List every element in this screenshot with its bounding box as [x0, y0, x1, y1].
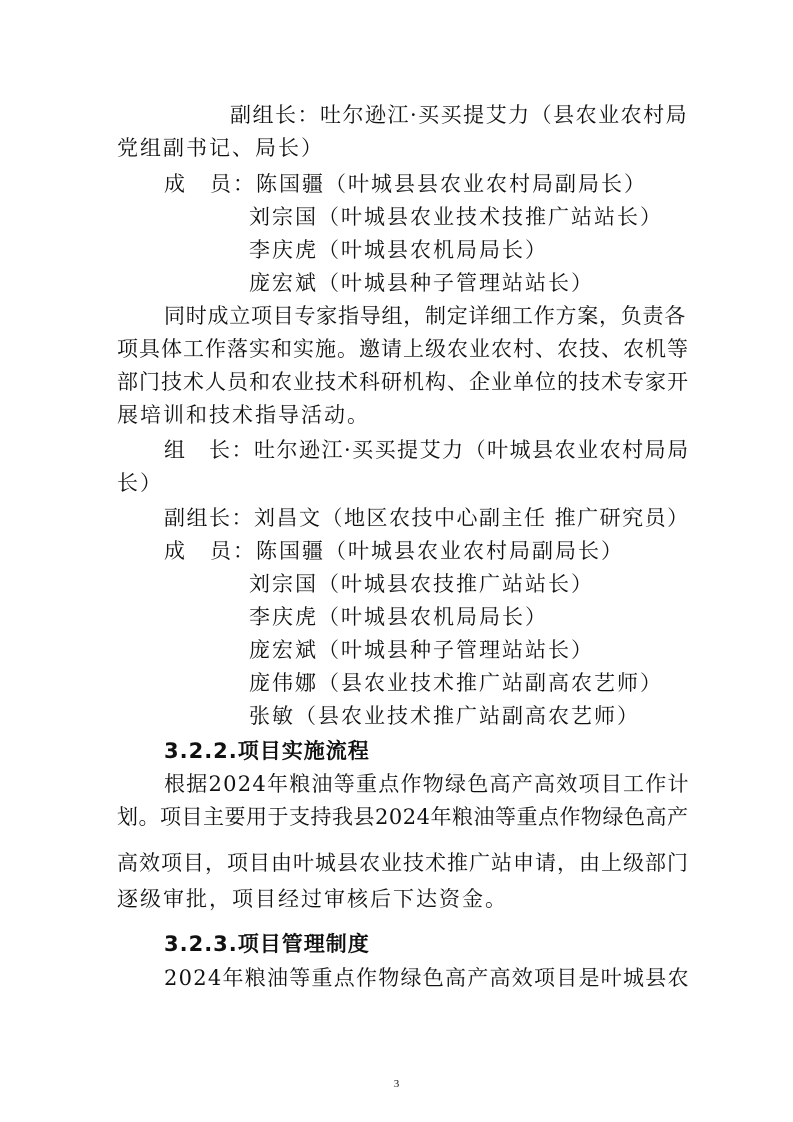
text-line: 成 员：陈国疆（叶城县农业农村局副局长）	[164, 539, 624, 563]
text-line: 长）	[117, 471, 163, 495]
text-line: 党组副书记、局长）	[117, 136, 324, 160]
text-line: 庞伟娜（县农业技术推广站副高农艺师）	[249, 671, 663, 695]
text-line: 根据2024年粮油等重点作物绿色高产高效项目工作计	[164, 772, 690, 796]
text-line: 高效项目，项目由叶城县农业技术推广站申请，由上级部门	[117, 851, 689, 875]
text-line: 项具体工作落实和实施。邀请上级农业农村、农技、农机等	[117, 337, 689, 361]
text-line: 同时成立项目专家指导组，制定详细工作方案，负责各	[164, 304, 686, 328]
text-line: 展培训和技术指导活动。	[117, 403, 370, 427]
text-line: 部门技术人员和农业技术科研机构、企业单位的技术专家开	[117, 370, 689, 394]
text-line: 李庆虎（叶城县农机局局长）	[249, 238, 548, 262]
section-heading: 3.2.3.项目管理制度	[164, 932, 370, 956]
text-line: 张敏（县农业技术推广站副高农艺师）	[249, 704, 640, 728]
text-line: 2024年粮油等重点作物绿色高产高效项目是叶城县农	[164, 966, 690, 990]
text-line: 副组长：吐尔逊江·买买提艾力（县农业农村局	[230, 103, 689, 127]
text-line: 庞宏斌（叶城县种子管理站站长）	[249, 271, 594, 295]
page-number: 3	[393, 1078, 400, 1090]
text-line: 副组长：刘昌文（地区农技中心副主任 推广研究员）	[164, 506, 690, 530]
text-line: 刘宗国（叶城县农业技术技推广站站长）	[249, 205, 663, 229]
section-heading: 3.2.2.项目实施流程	[164, 739, 370, 763]
text-line: 李庆虎（叶城县农机局局长）	[249, 605, 548, 629]
text-line: 逐级审批，项目经过审核后下达资金。	[117, 887, 508, 911]
text-line: 组 长：吐尔逊江·买买提艾力（叶城县农业农村局局	[164, 438, 690, 462]
text-line: 庞宏斌（叶城县种子管理站站长）	[249, 638, 594, 662]
text-line: 刘宗国（叶城县农技推广站站长）	[249, 572, 594, 596]
text-line: 划。项目主要用于支持我县2024年粮油等重点作物绿色高产	[117, 805, 689, 829]
text-line: 成 员：陈国疆（叶城县县农业农村局副局长）	[164, 172, 647, 196]
